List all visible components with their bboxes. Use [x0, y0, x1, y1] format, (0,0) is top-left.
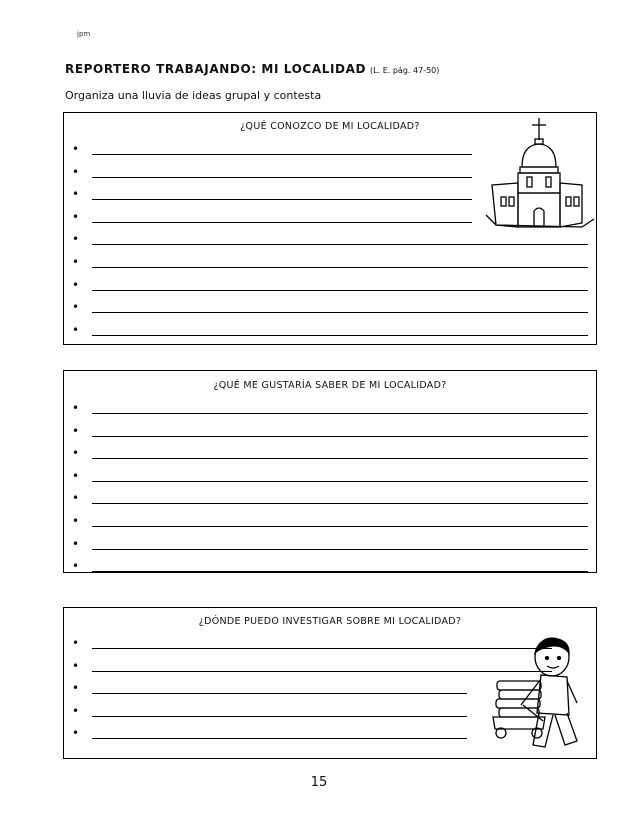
answer-line-row — [64, 255, 596, 271]
answer-line-row — [64, 232, 596, 248]
page-number: 15 — [310, 775, 328, 790]
section-known-box — [63, 112, 597, 345]
author-initials: jpm — [77, 30, 91, 38]
answer-line-row — [64, 658, 596, 675]
answer-line-row — [64, 559, 596, 575]
bullet-icon: • — [72, 536, 80, 551]
bullet-icon: • — [72, 277, 80, 292]
answer-line-row — [64, 322, 596, 339]
answer-line-row — [64, 468, 596, 485]
bullet-icon: • — [72, 255, 80, 269]
answer-line[interactable] — [92, 458, 588, 459]
book-reference: (L. E. pág. 47-50) — [370, 66, 440, 75]
answer-line[interactable] — [92, 290, 588, 291]
section-want-to-know-box — [63, 370, 597, 573]
answer-line[interactable] — [92, 481, 588, 482]
answer-line[interactable] — [92, 571, 588, 572]
answer-line-row — [64, 209, 596, 226]
answer-line-row — [64, 164, 596, 181]
answer-line[interactable] — [92, 693, 467, 694]
answer-line-row — [64, 142, 596, 158]
bullet-icon: • — [72, 209, 80, 224]
answer-line-row — [64, 703, 596, 720]
answer-line-row — [64, 491, 596, 507]
answer-line-row — [64, 636, 596, 652]
bullet-icon: • — [72, 300, 80, 315]
bullet-icon: • — [72, 446, 80, 461]
answer-line[interactable] — [92, 503, 588, 504]
answer-line[interactable] — [92, 244, 588, 245]
answer-line[interactable] — [92, 716, 467, 717]
answer-line-row — [64, 726, 596, 742]
bullet-icon: • — [72, 514, 80, 528]
answer-line[interactable] — [92, 335, 588, 336]
answer-line-row — [64, 681, 596, 697]
answer-line-row — [64, 187, 596, 203]
answer-line[interactable] — [92, 436, 588, 437]
bullet-icon: • — [72, 491, 80, 506]
bullet-icon: • — [72, 322, 80, 337]
bullet-icon: • — [72, 726, 80, 741]
bullet-icon: • — [72, 142, 80, 156]
answer-line-row — [64, 514, 596, 530]
answer-line[interactable] — [92, 648, 552, 649]
answer-line-row — [64, 536, 596, 553]
bullet-icon: • — [72, 681, 80, 696]
bullet-icon: • — [72, 164, 80, 179]
answer-line-row — [64, 446, 596, 462]
answer-line[interactable] — [92, 413, 588, 414]
bullet-icon: • — [72, 232, 80, 247]
title-text: REPORTERO TRABAJANDO: MI LOCALIDAD — [65, 62, 367, 76]
bullet-icon: • — [72, 658, 80, 673]
answer-line-row — [64, 300, 596, 316]
answer-line-row — [64, 423, 596, 440]
answer-line[interactable] — [92, 154, 472, 155]
answer-line[interactable] — [92, 267, 588, 268]
bullet-icon: • — [72, 559, 80, 574]
answer-line[interactable] — [92, 671, 552, 672]
section-title: ¿DÓNDE PUEDO INVESTIGAR SOBRE MI LOCALIDAD? — [198, 616, 462, 627]
answer-line[interactable] — [92, 549, 588, 550]
answer-line[interactable] — [92, 199, 472, 200]
section-title: ¿QUÉ CONOZCO DE MI LOCALIDAD? — [240, 121, 420, 132]
answer-line[interactable] — [92, 526, 588, 527]
answer-line-row — [64, 277, 596, 294]
instruction-text: Organiza una lluvia de ideas grupal y contesta — [65, 89, 322, 102]
answer-line-row — [64, 401, 596, 417]
worksheet-title — [65, 62, 439, 76]
answer-line[interactable] — [92, 177, 472, 178]
answer-line[interactable] — [92, 738, 467, 739]
bullet-icon: • — [72, 468, 80, 483]
bullet-icon: • — [72, 636, 80, 650]
answer-line[interactable] — [92, 312, 588, 313]
bullet-icon: • — [72, 703, 80, 718]
bullet-icon: • — [72, 187, 80, 202]
bullet-icon: • — [72, 401, 80, 415]
bullet-icon: • — [72, 423, 80, 438]
answer-line[interactable] — [92, 222, 472, 223]
section-title: ¿QUÉ ME GUSTARÍA SABER DE MI LOCALIDAD? — [213, 380, 447, 391]
section-research-box — [63, 607, 597, 759]
